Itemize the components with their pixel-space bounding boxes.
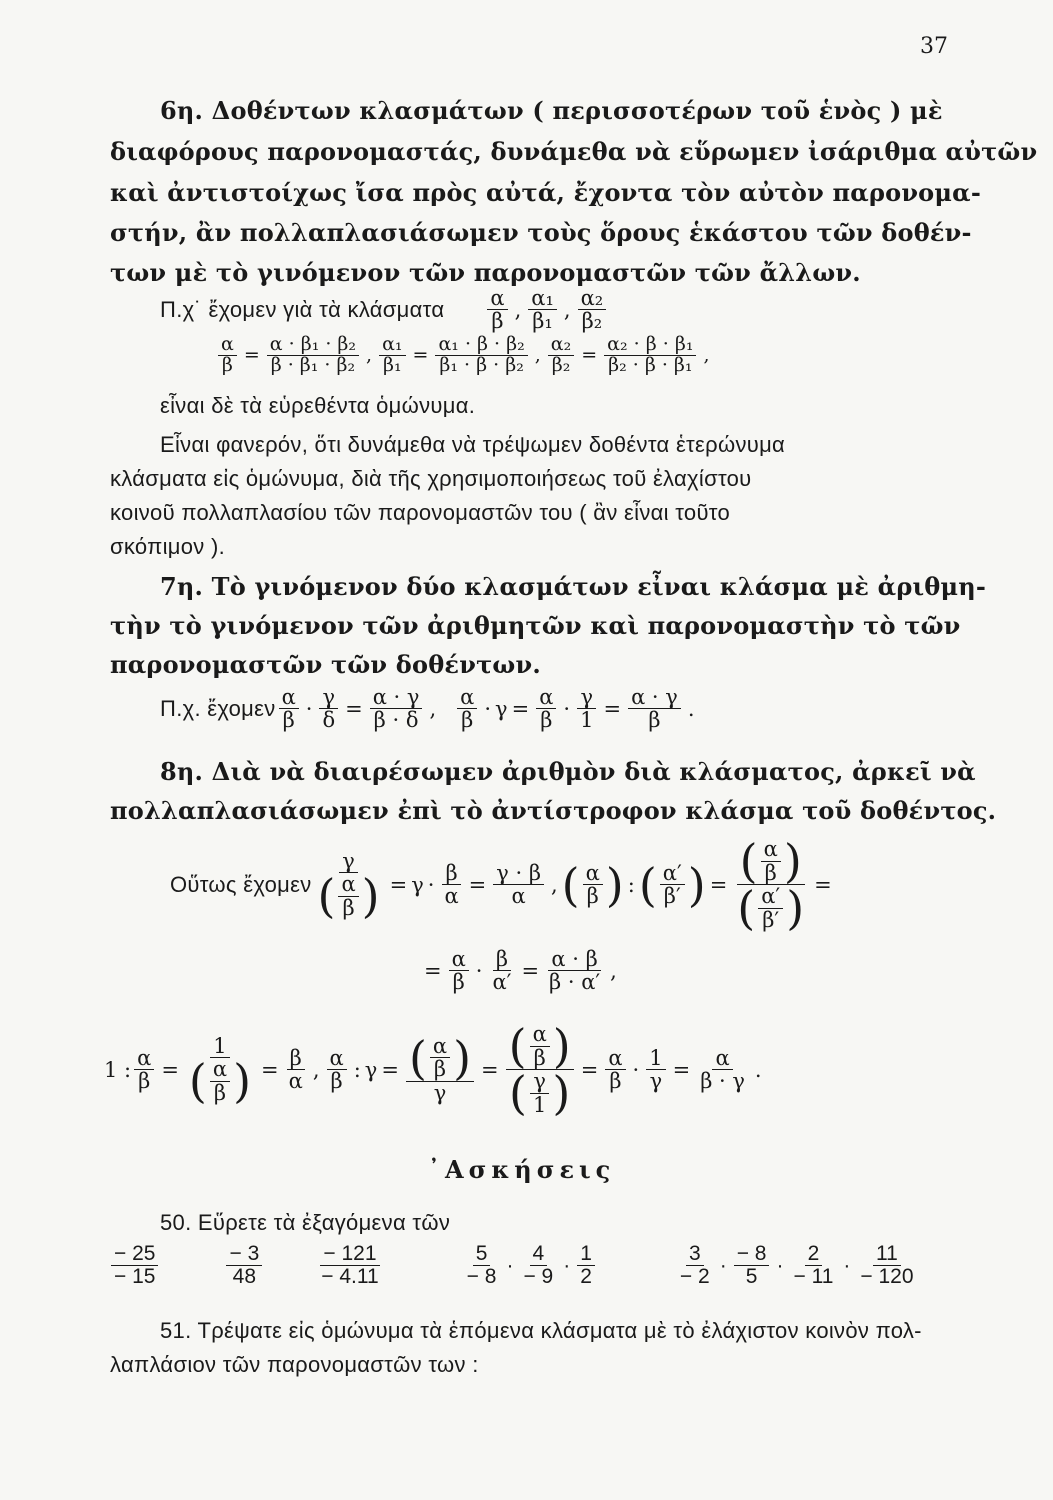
rule7-line1: 7η. Τὸ γινόμενον δύο κλασμάτων εἶναι κλάσμα μὲ ἀριθμη- — [160, 572, 987, 601]
exercise51-line2: λαπλάσιον τῶν παρονομαστῶν των : — [110, 1352, 479, 1377]
page-number: 37 — [920, 34, 948, 59]
rule7-line3: παρονομαστῶν τῶν δοθέντων. — [110, 650, 541, 679]
rule7-line2: τὴν τὸ γινόμενον τῶν ἀριθμητῶν καὶ παρονομαστὴν τὸ τῶν — [110, 611, 961, 640]
example8-row3: 1 : $\frac{\alpha}{\beta}$ = 1 ( $\frac{\alpha}{\beta}$ ) = $\frac{\beta}{\alpha}$ , $\frac{\alpha}{\beta}$ : γ = ( $\frac{\alpha}{\beta}$ ) γ = ( $\frac{\alpha}{\beta}$ ) ( $\frac{\gamma}{1}$ ) = $\frac{\alpha}{\beta}$ · $\frac{1}{\gamma}$ = $\frac{\alpha}{\beta \cdot \gamma}$ . — [104, 1019, 762, 1120]
example6-equations: $\frac{\alpha}{\beta}$ = $\frac{\text{α · β₁ · β₂}}{\text{β · β₁ · β₂}}$ , $\frac{\text{α₁}}{\text{β₁}}$ = $\frac{\text{α₁ · β · β₂}}{\text{β₁ · β · β₂}}$ , $\frac{\text{α₂}}{\text{β₂}}$ = $\frac{\text{α₂ · β · β₁}}{\text{β₂ · β · β₁}}$ , — [215, 335, 714, 376]
example7-row: Π.χ. ἔχομεν $\frac{\alpha}{\beta}$ · $\frac{\gamma}{\delta}$ = $\frac{\alpha \cdot \gamma}{\beta \cdot \delta}$ , $\frac{\alpha}{\beta}$ · γ = $\frac{\alpha}{\beta}$ · $\frac{\gamma}{1}$ = $\frac{\alpha \cdot \gamma}{\beta}$ . — [160, 685, 695, 733]
rule8-line2: πολλαπλασιάσωμεν ἐπὶ τὸ ἀντίστροφον κλάσμα τοῦ δοθέντος. — [110, 796, 997, 825]
rule8-line1: 8η. Διὰ νὰ διαιρέσωμεν ἀριθμὸν διὰ κλάσματος, ἀρκεῖ νὰ — [160, 757, 976, 786]
exercise51-line1: 51. Τρέψατε εἰς ὁμώνυμα τὰ ἑπόμενα κλάσματα μὲ τὸ ἐλάχιστον κοινὸν πολ- — [160, 1318, 922, 1343]
rule6-line4: στήν, ἂν πολλαπλασιάσωμεν τοὺς ὅρους ἑκάστου τῶν δοθέν- — [110, 218, 972, 247]
eq3-lhs: $\frac{\text{α₂}}{\text{β₂}}$ — [548, 335, 574, 376]
rule6-line1: 6η. Δοθέντων κλασμάτων ( περισσοτέρων τοῦ ἑνὸς ) μὲ — [160, 96, 943, 125]
paragraph-line4: σκόπιμον ). — [110, 534, 226, 559]
eq1-lhs: $\frac{\alpha}{\beta}$ — [218, 335, 237, 376]
exercise50-text: 50. Εὕρετε τὰ ἐξαγόμενα τῶν — [160, 1210, 451, 1235]
fraction-a1-b1: $\frac{\text{α₁}}{\text{β₁}}$ — [528, 287, 557, 332]
example6-result: εἶναι δὲ τὰ εὑρεθέντα ὁμώνυμα. — [160, 393, 476, 418]
eq1-rhs: $\frac{\text{α · β₁ · β₂}}{\text{β · β₁ · β₂}}$ — [267, 335, 359, 376]
rule6-line5: των μὲ τὸ γινόμενον τῶν παρονομαστῶν τῶν ἄλλων. — [110, 258, 861, 287]
example6-intro-row: Π.χ˙ ἔχομεν γιὰ τὰ κλάσματα $\frac{\alpha}{\beta}$ , $\frac{\text{α₁}}{\text{β₁}}$ , $\frac{\text{α₂}}{\text{β₂}}$ — [160, 287, 609, 332]
eq2-rhs: $\frac{\text{α₁ · β · β₂}}{\text{β₁ · β · β₂}}$ — [435, 335, 527, 376]
rule6-line2: διαφόρους παρονομαστάς, δυνάμεθα νὰ εὕρωμεν ἰσάριθμα αὐτῶν — [110, 137, 1038, 166]
eq2-lhs: $\frac{\text{α₁}}{\text{β₁}}$ — [379, 335, 405, 376]
eq3-rhs: $\frac{\text{α₂ · β · β₁}}{\text{β₂ · β · β₁}}$ — [604, 335, 696, 376]
fraction-a-b: $\frac{\alpha}{\beta}$ — [487, 287, 507, 332]
example8-intro: Οὕτως ἔχομεν — [170, 871, 312, 897]
example8-row2: = $\frac{\alpha}{\beta}$ · $\frac{\beta}{\alpha'}$ = $\frac{\alpha \cdot \beta}{\beta \cdot \alpha'}$ , — [424, 947, 617, 995]
fraction-a2-b2: $\frac{\text{α₂}}{\text{β₂}}$ — [578, 287, 607, 332]
example6-intro: Π.χ˙ ἔχομεν γιὰ τὰ κλάσματα — [160, 296, 445, 322]
exercise50-fractions: $\frac{- 25}{- 15}$ $\frac{- 3}{48}$ $\frac{- 121}{- 4.11}$ $\frac{5}{- 8}$ · $\frac{4}{- 9}$ · $\frac{1}{2}$ $\frac{3}{- 2}$ · $\frac{- 8}{5}$ · $\frac{2}{- 11}$ · $\frac{11}{- 120}$ — [108, 1243, 920, 1288]
example7-intro: Π.χ. ἔχομεν — [160, 695, 276, 721]
exercises-heading: ᾿Ασκήσεις — [428, 1155, 616, 1184]
example8-row1: Οὕτως ἔχομεν γ ( $\frac{\alpha}{\beta}$ ) = γ · $\frac{\beta}{\alpha}$ = $\frac{\gamma \cdot \beta}{\alpha}$ , ( $\frac{\alpha}{\beta}$ ) : ( $\frac{\alpha'}{\beta'}$ ) = ( $\frac{\alpha}{\beta}$ ) ( $\frac{\alpha'}{\beta'}$ ) = — [170, 834, 832, 935]
paragraph-line3: κοινοῦ πολλαπλασίου τῶν παρονομαστῶν του ( ἂν εἶναι τοῦτο — [110, 500, 731, 525]
paragraph-line1: Εἶναι φανερόν, ὅτι δυνάμεθα νὰ τρέψωμεν δοθέντα ἑτερώνυμα — [160, 432, 786, 457]
rule6-line3: καὶ ἀντιστοίχως ἴσα πρὸς αὐτά, ἔχοντα τὸν αὐτὸν παρονομα- — [110, 178, 981, 207]
paragraph-line2: κλάσματα εἰς ὁμώνυμα, διὰ τῆς χρησιμοποιήσεως τοῦ ἐλαχίστου — [110, 466, 752, 491]
